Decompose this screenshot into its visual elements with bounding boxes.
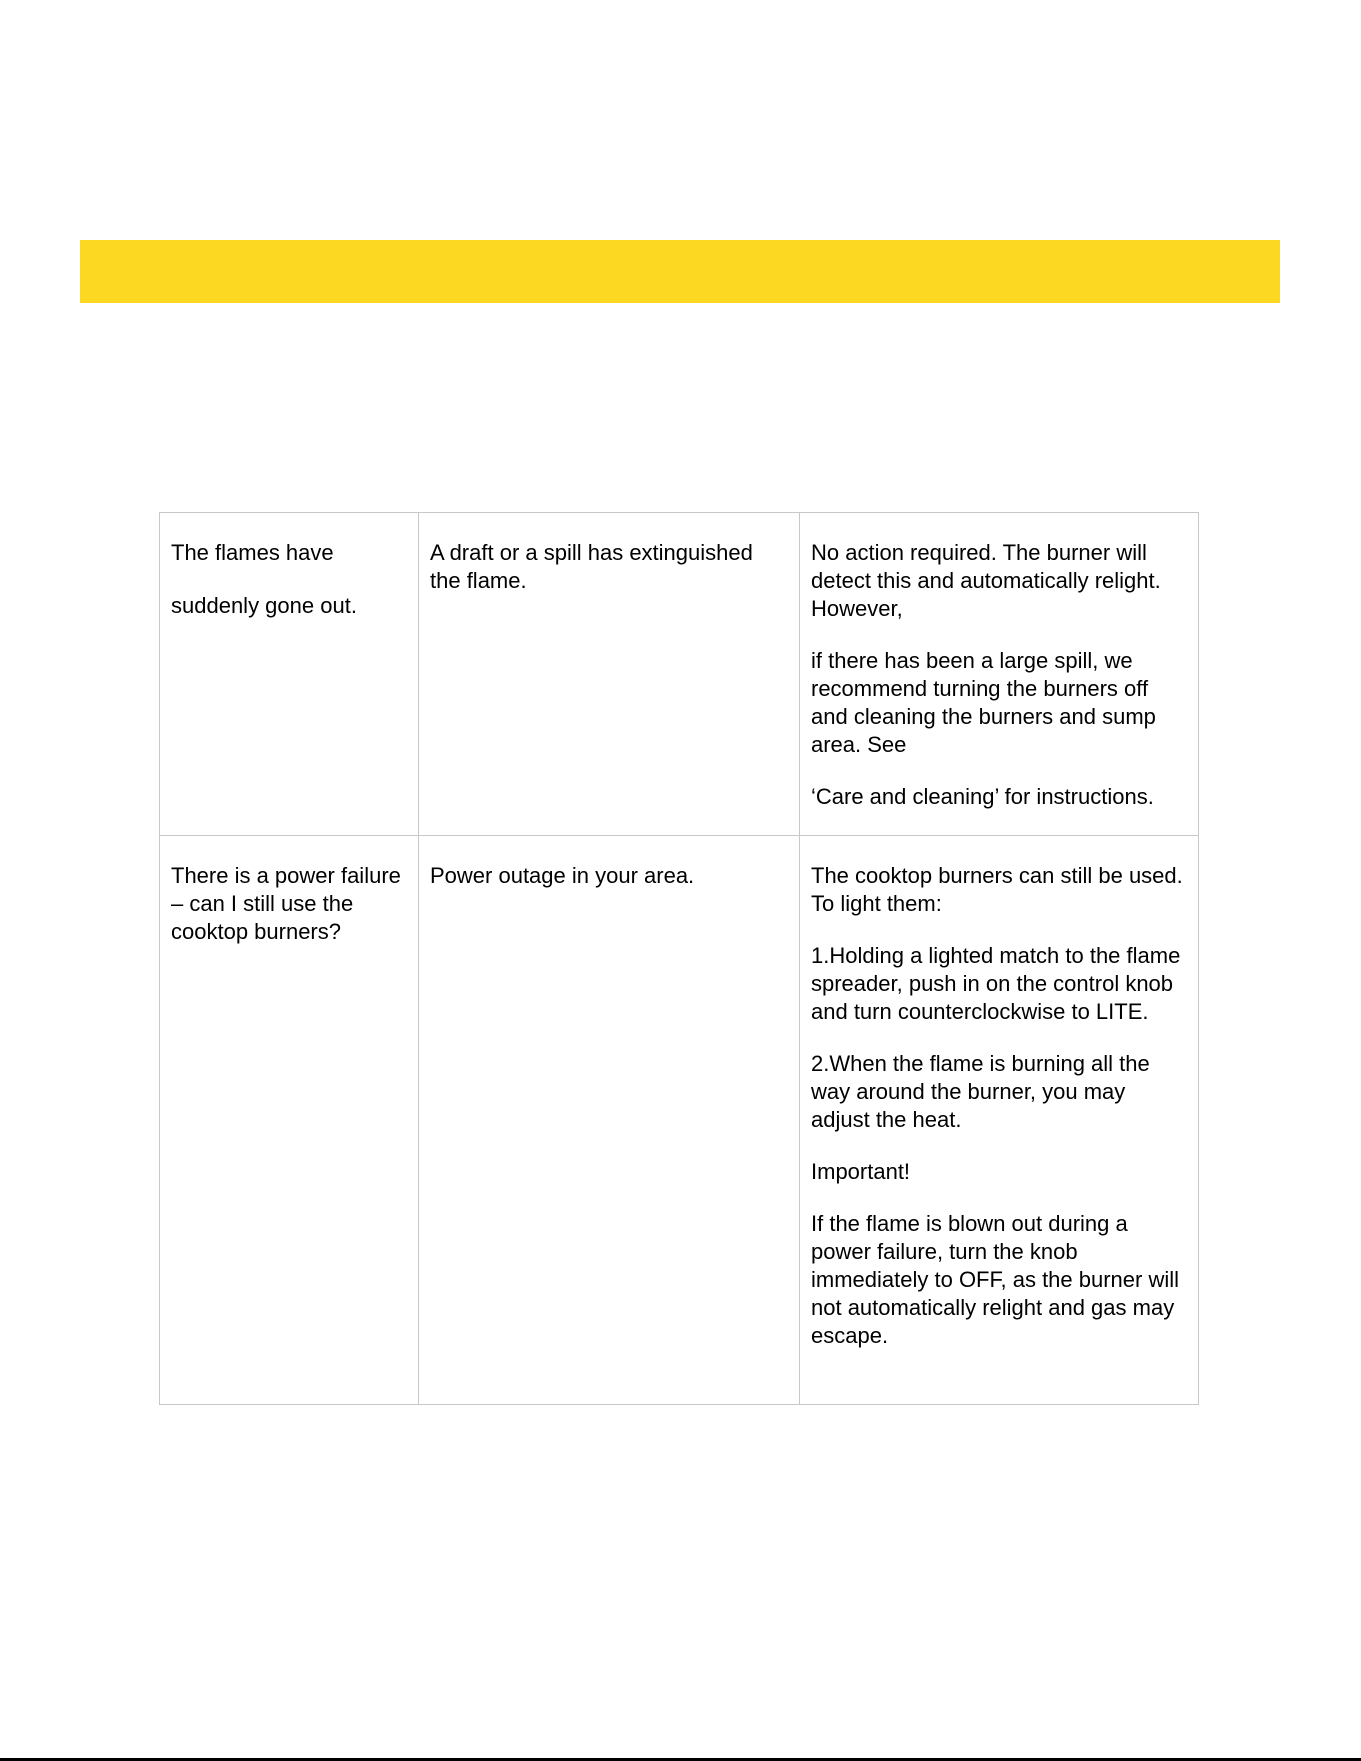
- solution-cell: [800, 836, 1199, 1405]
- solution-paragraph: if there has been a large spill, we recommend turning the burners off and cleaning the burners and sump area. See: [811, 648, 1156, 757]
- problem-cell: [160, 836, 419, 1405]
- solution-paragraph: ‘Care and cleaning’ for instructions.: [811, 784, 1154, 809]
- solution-cell: [800, 513, 1199, 836]
- cause-text: A draft or a spill has extinguished the flame.: [430, 540, 753, 593]
- section-header-banner: [80, 240, 1280, 303]
- table-row: [160, 513, 1199, 836]
- problem-text: The flames have: [171, 540, 334, 565]
- troubleshooting-table: [159, 512, 1199, 1405]
- problem-cell: [160, 513, 419, 836]
- cause-text: Power outage in your area.: [430, 863, 695, 888]
- solution-paragraph: If the flame is blown out during a power failure, turn the knob immediately to OFF, as the burner will not automatically relight and gas may escape.: [811, 1211, 1180, 1348]
- table-row: [160, 836, 1199, 1405]
- solution-paragraph: Important!: [811, 1159, 911, 1184]
- solution-paragraph: 1.Holding a lighted match to the flame spreader, push in on the control knob and turn counterclockwise to LITE.: [811, 943, 1181, 1024]
- problem-text: suddenly gone out.: [171, 593, 357, 618]
- solution-paragraph: The cooktop burners can still be used. To light them:: [811, 863, 1183, 916]
- cause-cell: [419, 836, 800, 1405]
- solution-paragraph: 2.When the flame is burning all the way around the burner, you may adjust the heat.: [811, 1051, 1150, 1132]
- solution-paragraph: No action required. The burner will detect this and automatically relight. However,: [811, 540, 1161, 621]
- problem-text: There is a power failure – can I still use the cooktop burners?: [171, 863, 401, 944]
- cause-cell: [419, 513, 800, 836]
